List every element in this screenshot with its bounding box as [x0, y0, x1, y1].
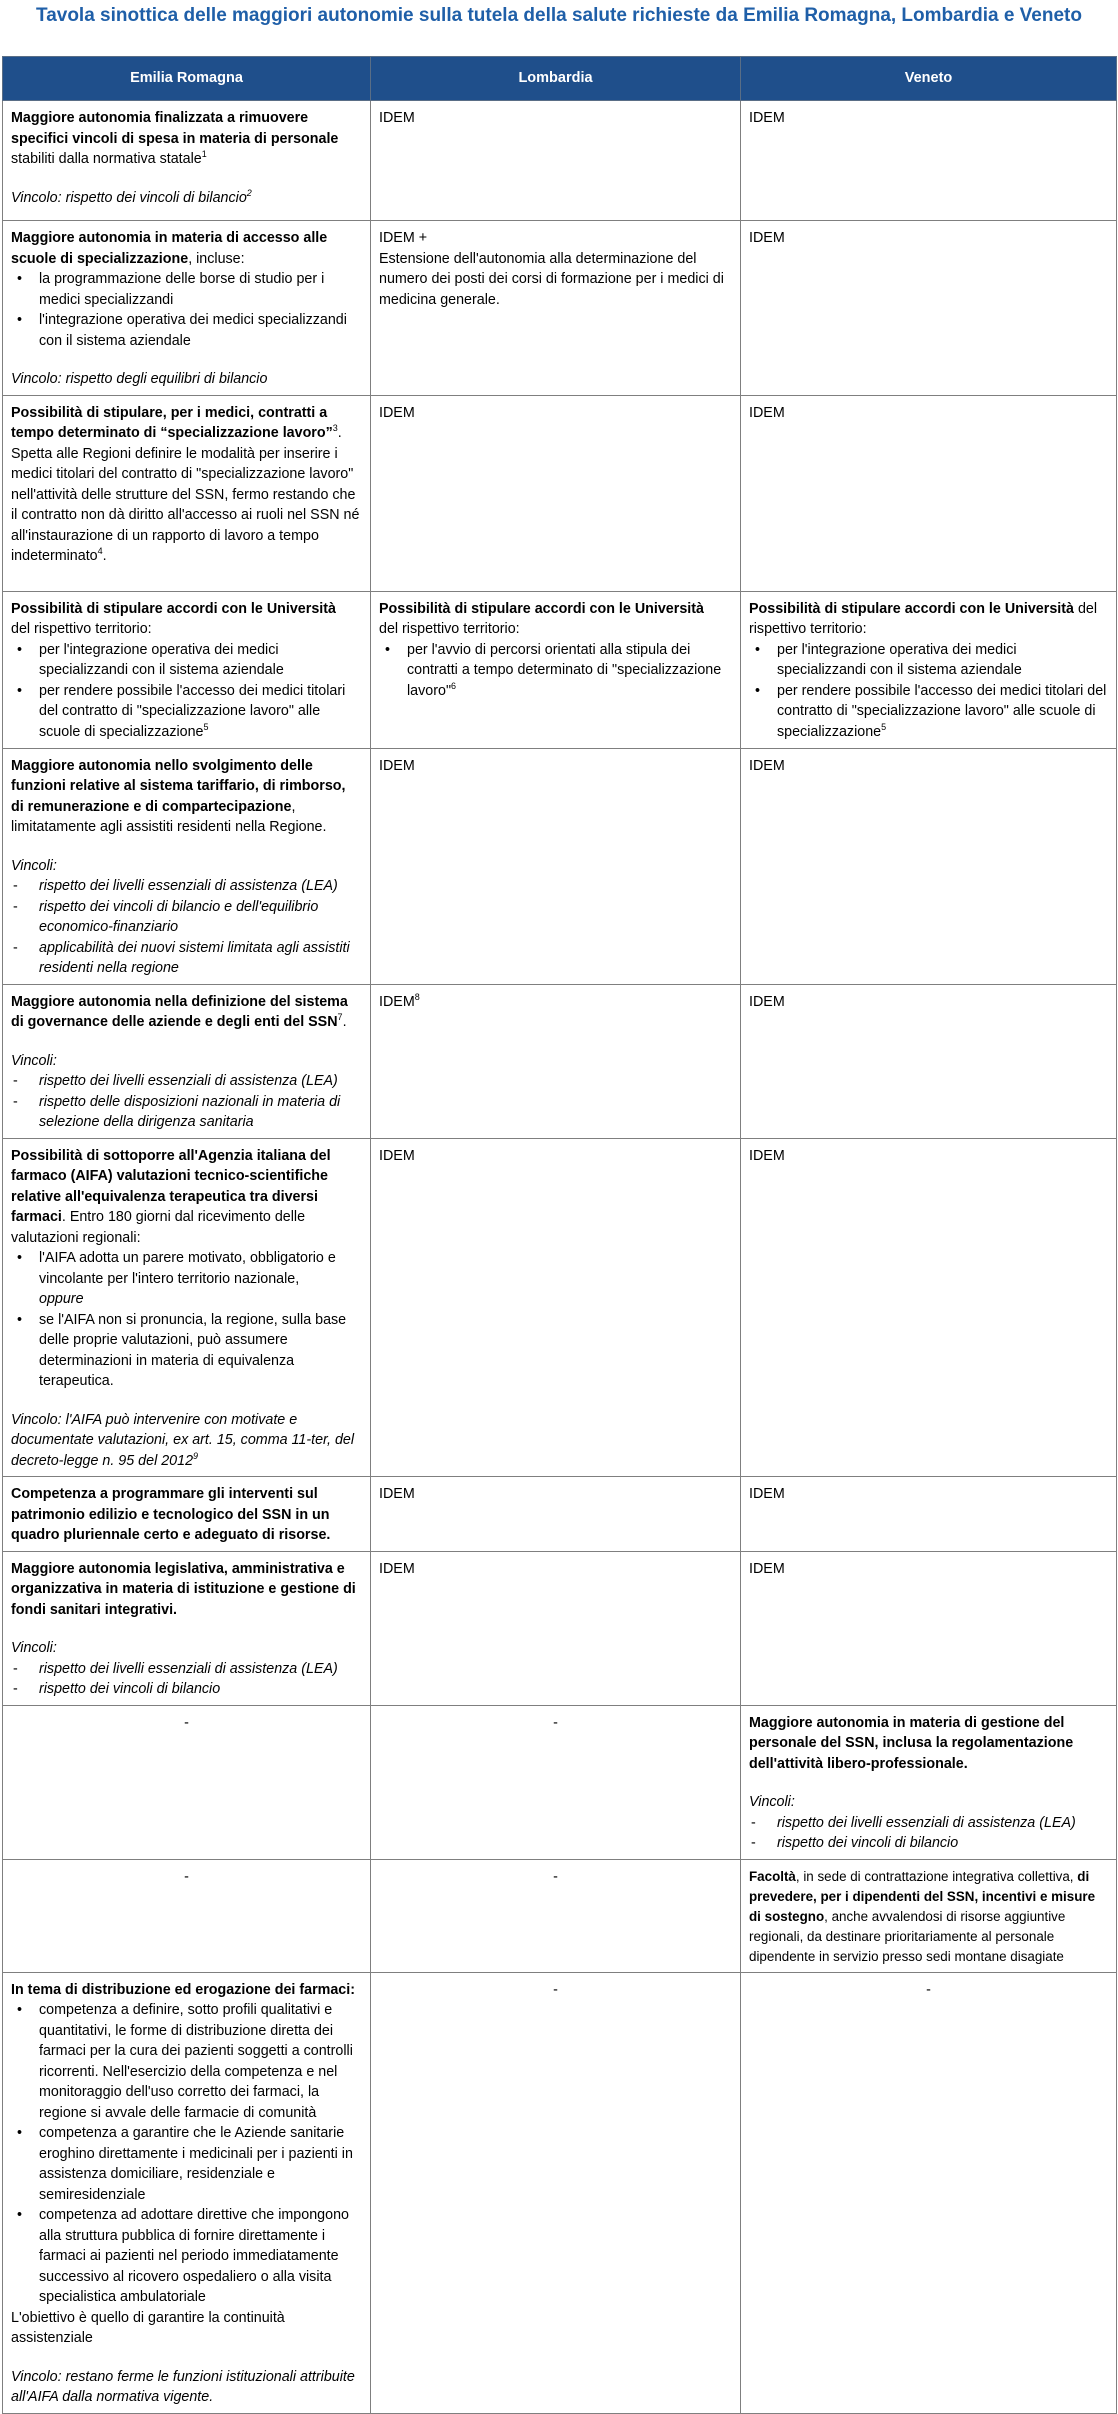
footnote-ref: 9 [193, 1450, 199, 1461]
cell-emilia-romagna: Possibilità di stipulare, per i medici, contratti a tempo determinato di “specializzazione lavoro”$^3$. Spetta alle Regioni definire le modalità per inserire i medici titolari del contratto di "specializzazione lavoro" nell'attività delle strutture del SSN, fermo restando che il contratto non dà diritto all'accesso ai ruoli nel SSN né all'instaurazione di un rapporto di lavoro a tempo indeterminato$^4$. [3, 395, 371, 591]
list-item: - rispetto dei livelli essenziali di assistenza (LEA) [39, 1071, 362, 1092]
footnote-ref: 5 [203, 721, 209, 732]
bullet-list [11, 640, 362, 743]
list-item: • competenza a definire, sotto profili qualitativi e quantitativi, le forme di distribuzione diretta dei farmaci per la cura dei pazienti soggetti a controlli ricorrenti. Nell'esercizio della competenza e nel monitoraggio dell'uso corretto dei farmaci, la regione si avvale delle farmacie di comunità [39, 2000, 362, 2123]
cell-veneto: IDEM [741, 1477, 1117, 1552]
list-item: - rispetto dei vincoli di bilancio [39, 1679, 362, 1700]
footnote-ref: 1 [201, 149, 207, 160]
cell-veneto: IDEM [741, 101, 1117, 221]
header-row [3, 57, 1117, 101]
bullet-list [11, 1248, 362, 1392]
bullet-list [11, 2000, 362, 2308]
document-title: Tavola sinottica delle maggiori autonomie sulla tutela della salute richieste da Emilia Romagna, Lombardia e Veneto [36, 5, 1082, 26]
cell-veneto: IDEM [741, 748, 1117, 984]
list-item: • competenza ad adottare direttive che impongono alla struttura pubblica di fornire direttamente i farmaci ai pazienti nel periodo immediatamente successivo al ricovero ospedaliero o alla visita specialistica ambulatoriale [39, 2205, 362, 2308]
cell-emilia-romagna: Competenza a programmare gli interventi sul patrimonio edilizio e tecnologico del SSN in un quadro pluriennale certo e adeguato di risorse. [3, 1477, 371, 1552]
dash-list [749, 1813, 1108, 1854]
cell-emilia-romagna: - [3, 1859, 371, 1972]
table-row [3, 1705, 1117, 1859]
cell-emilia-romagna: Maggiore autonomia in materia di accesso alle scuole di specializzazione, incluse: • la programmazione delle borse di studio per i medici specializzandi • l'integrazione operativa dei medici specializzandi con il sistema aziendale Vincolo: rispetto degli equilibri di bilancio [3, 221, 371, 396]
cell-lombardia: IDEM [371, 748, 741, 984]
list-item: - rispetto dei livelli essenziali di assistenza (LEA) [777, 1813, 1108, 1834]
header-veneto: Veneto [741, 57, 1117, 101]
table-row [3, 748, 1117, 984]
table-row [3, 395, 1117, 591]
list-item: - rispetto dei livelli essenziali di assistenza (LEA) [39, 876, 362, 897]
cell-emilia-romagna: - [3, 1705, 371, 1859]
list-item: • per rendere possibile l'accesso dei medici titolari del contratto di "specializzazione lavoro" alle scuole di specializzazione$^5$ [777, 681, 1108, 743]
header-lombardia: Lombardia [371, 57, 741, 101]
list-item: • per l'integrazione operativa dei medici specializzandi con il sistema aziendale [777, 640, 1108, 681]
table-row [3, 1138, 1117, 1477]
cell-lombardia: IDEM$^8$ [371, 984, 741, 1138]
cell-lombardia: IDEM [371, 1477, 741, 1552]
cell-lombardia: IDEM [371, 101, 741, 221]
cell-lombardia: IDEM [371, 1551, 741, 1705]
cell-veneto: Maggiore autonomia in materia di gestione del personale del SSN, inclusa la regolamentazione dell'attività libero-professionale. Vincoli: - rispetto dei livelli essenziali di assistenza (LEA) - rispetto dei vincoli di bilancio [741, 1705, 1117, 1859]
table-row [3, 591, 1117, 748]
table-row [3, 1477, 1117, 1552]
footnote-ref: 5 [881, 721, 887, 732]
cell-lombardia: - [371, 1705, 741, 1859]
footnote-ref: 8 [414, 991, 420, 1002]
list-item: • l'integrazione operativa dei medici specializzandi con il sistema aziendale [39, 310, 362, 351]
table-row [3, 984, 1117, 1138]
cell-lombardia: IDEM + Estensione dell'autonomia alla determinazione del numero dei posti dei corsi di formazione per i medici di medicina generale. [371, 221, 741, 396]
cell-veneto: IDEM [741, 984, 1117, 1138]
list-item: - rispetto delle disposizioni nazionali in materia di selezione della dirigenza sanitaria [39, 1092, 362, 1133]
cell-lombardia: IDEM [371, 1138, 741, 1477]
cell-emilia-romagna: In tema di distribuzione ed erogazione dei farmaci: • competenza a definire, sotto profili qualitativi e quantitativi, le forme di distribuzione diretta dei farmaci per la cura dei pazienti soggetti a controlli ricorrenti. Nell'esercizio della competenza e nel monitoraggio dell'uso corretto dei farmaci, la regione si avvale delle farmacie di comunità • competenza a garantire che le Aziende sanitarie eroghino direttamente i medicinali per i pazienti in assistenza domiciliare, residenziale e semiresidenziale • competenza ad adottare direttive che impongono alla struttura pubblica di fornire direttamente i farmaci ai pazienti nel periodo immediatamente successivo al ricovero ospedaliero o alla visita specialistica ambulatoriale L'obiettivo è quello di garantire la continuità assistenziale Vincolo: restano ferme le funzioni istituzionali attribuite all'AIFA dalla normativa vigente. [3, 1972, 371, 2413]
table-row [3, 1972, 1117, 2413]
list-item: - rispetto dei vincoli di bilancio e dell'equilibrio economico-finanziario [39, 897, 362, 938]
dash-list [11, 1659, 362, 1700]
table-row [3, 1859, 1117, 1972]
cell-emilia-romagna: Possibilità di sottoporre all'Agenzia italiana del farmaco (AIFA) valutazioni tecnico-scientifiche relative all'equivalenza terapeutica tra diversi farmaci. Entro 180 giorni dal ricevimento delle valutazioni regionali: • l'AIFA adotta un parere motivato, obbligatorio e vincolante per l'intero territorio nazionale, oppure • se l'AIFA non si pronuncia, la regione, sulla base delle proprie valutazioni, può assumere determinazioni in materia di equivalenza terapeutica. Vincolo: l'AIFA può intervenire con motivate e documentate valutazioni, ex art. 15, comma 11-ter, del decreto-legge n. 95 del 2012$^9$ [3, 1138, 371, 1477]
cell-lombardia: Possibilità di stipulare accordi con le Università del rispettivo territorio: • per l'avvio di percorsi orientati alla stipula dei contratti a tempo determinato di "specializzazione lavoro"$^6$ [371, 591, 741, 748]
dash-list [11, 1071, 362, 1133]
table-row [3, 1551, 1117, 1705]
cell-lombardia: - [371, 1859, 741, 1972]
cell-veneto: IDEM [741, 221, 1117, 396]
list-item: • per rendere possibile l'accesso dei medici titolari del contratto di "specializzazione lavoro" alle scuole di specializzazione$^5$ [39, 681, 362, 743]
list-item: - rispetto dei livelli essenziali di assistenza (LEA) [39, 1659, 362, 1680]
cell-emilia-romagna: Maggiore autonomia nella definizione del sistema di governance delle aziende e degli enti del SSN$^7$. Vincoli: - rispetto dei livelli essenziali di assistenza (LEA) - rispetto delle disposizioni nazionali in materia di selezione della dirigenza sanitaria [3, 984, 371, 1138]
synoptic-table [2, 56, 1117, 2414]
cell-veneto: IDEM [741, 1138, 1117, 1477]
cell-emilia-romagna: Possibilità di stipulare accordi con le Università del rispettivo territorio: • per l'integrazione operativa dei medici specializzandi con il sistema aziendale • per rendere possibile l'accesso dei medici titolari del contratto di "specializzazione lavoro" alle scuole di specializzazione$^5$ [3, 591, 371, 748]
cell-emilia-romagna: Maggiore autonomia nello svolgimento delle funzioni relative al sistema tariffario, di rimborso, di remunerazione e di compartecipazione, limitatamente agli assistiti residenti nella Regione. Vincoli: - rispetto dei livelli essenziali di assistenza (LEA) - rispetto dei vincoli di bilancio e dell'equilibrio economico-finanziario - applicabilità dei nuovi sistemi limitata agli assistiti residenti nella regione [3, 748, 371, 984]
list-item: • la programmazione delle borse di studio per i medici specializzandi [39, 269, 362, 310]
bullet-list [749, 640, 1108, 743]
cell-veneto: Possibilità di stipulare accordi con le Università del rispettivo territorio: • per l'integrazione operativa dei medici specializzandi con il sistema aziendale • per rendere possibile l'accesso dei medici titolari del contratto di "specializzazione lavoro" alle scuole di specializzazione$^5$ [741, 591, 1117, 748]
footnote-ref: 3 [332, 423, 338, 434]
list-item: - rispetto dei vincoli di bilancio [777, 1833, 1108, 1854]
list-item: • per l'integrazione operativa dei medici specializzandi con il sistema aziendale [39, 640, 362, 681]
footnote-ref: 6 [451, 680, 457, 691]
list-item: • se l'AIFA non si pronuncia, la regione, sulla base delle proprie valutazioni, può assumere determinazioni in materia di equivalenza terapeutica. [39, 1310, 362, 1392]
list-item: - applicabilità dei nuovi sistemi limitata agli assistiti residenti nella regione [39, 938, 362, 979]
list-item: • l'AIFA adotta un parere motivato, obbligatorio e vincolante per l'intero territorio nazionale, oppure [39, 1248, 362, 1310]
cell-lombardia: - [371, 1972, 741, 2413]
list-item: • competenza a garantire che le Aziende sanitarie eroghino direttamente i medicinali per i pazienti in assistenza domiciliare, residenziale e semiresidenziale [39, 2123, 362, 2205]
cell-emilia-romagna: Maggiore autonomia finalizzata a rimuovere specifici vincoli di spesa in materia di personale stabiliti dalla normativa statale$^1$ Vincolo: rispetto dei vincoli di bilancio$^2$ [3, 101, 371, 221]
table-row [3, 101, 1117, 221]
cell-emilia-romagna: Maggiore autonomia legislativa, amministrativa e organizzativa in materia di istituzione e gestione di fondi sanitari integrativi. Vincoli: - rispetto dei livelli essenziali di assistenza (LEA) - rispetto dei vincoli di bilancio [3, 1551, 371, 1705]
bullet-list [11, 269, 362, 351]
cell-lombardia: IDEM [371, 395, 741, 591]
footnote-ref: 7 [337, 1012, 343, 1023]
table-row [3, 221, 1117, 396]
list-item: • per l'avvio di percorsi orientati alla stipula dei contratti a tempo determinato di "specializzazione lavoro"$^6$ [407, 640, 732, 702]
cell-veneto: Facoltà, in sede di contrattazione integrativa collettiva, di prevedere, per i dipendenti del SSN, incentivi e misure di sostegno, anche avvalendosi di risorse aggiuntive regionali, da destinare prioritariamente al personale dipendente in servizio presso sedi montane disagiate [741, 1859, 1117, 1972]
cell-veneto: - [741, 1972, 1117, 2413]
footnote-ref: 2 [246, 187, 252, 198]
bullet-list [379, 640, 732, 702]
header-emilia-romagna: Emilia Romagna [3, 57, 371, 101]
cell-veneto: IDEM [741, 395, 1117, 591]
dash-list [11, 876, 362, 979]
cell-veneto: IDEM [741, 1551, 1117, 1705]
footnote-ref: 4 [97, 546, 103, 557]
